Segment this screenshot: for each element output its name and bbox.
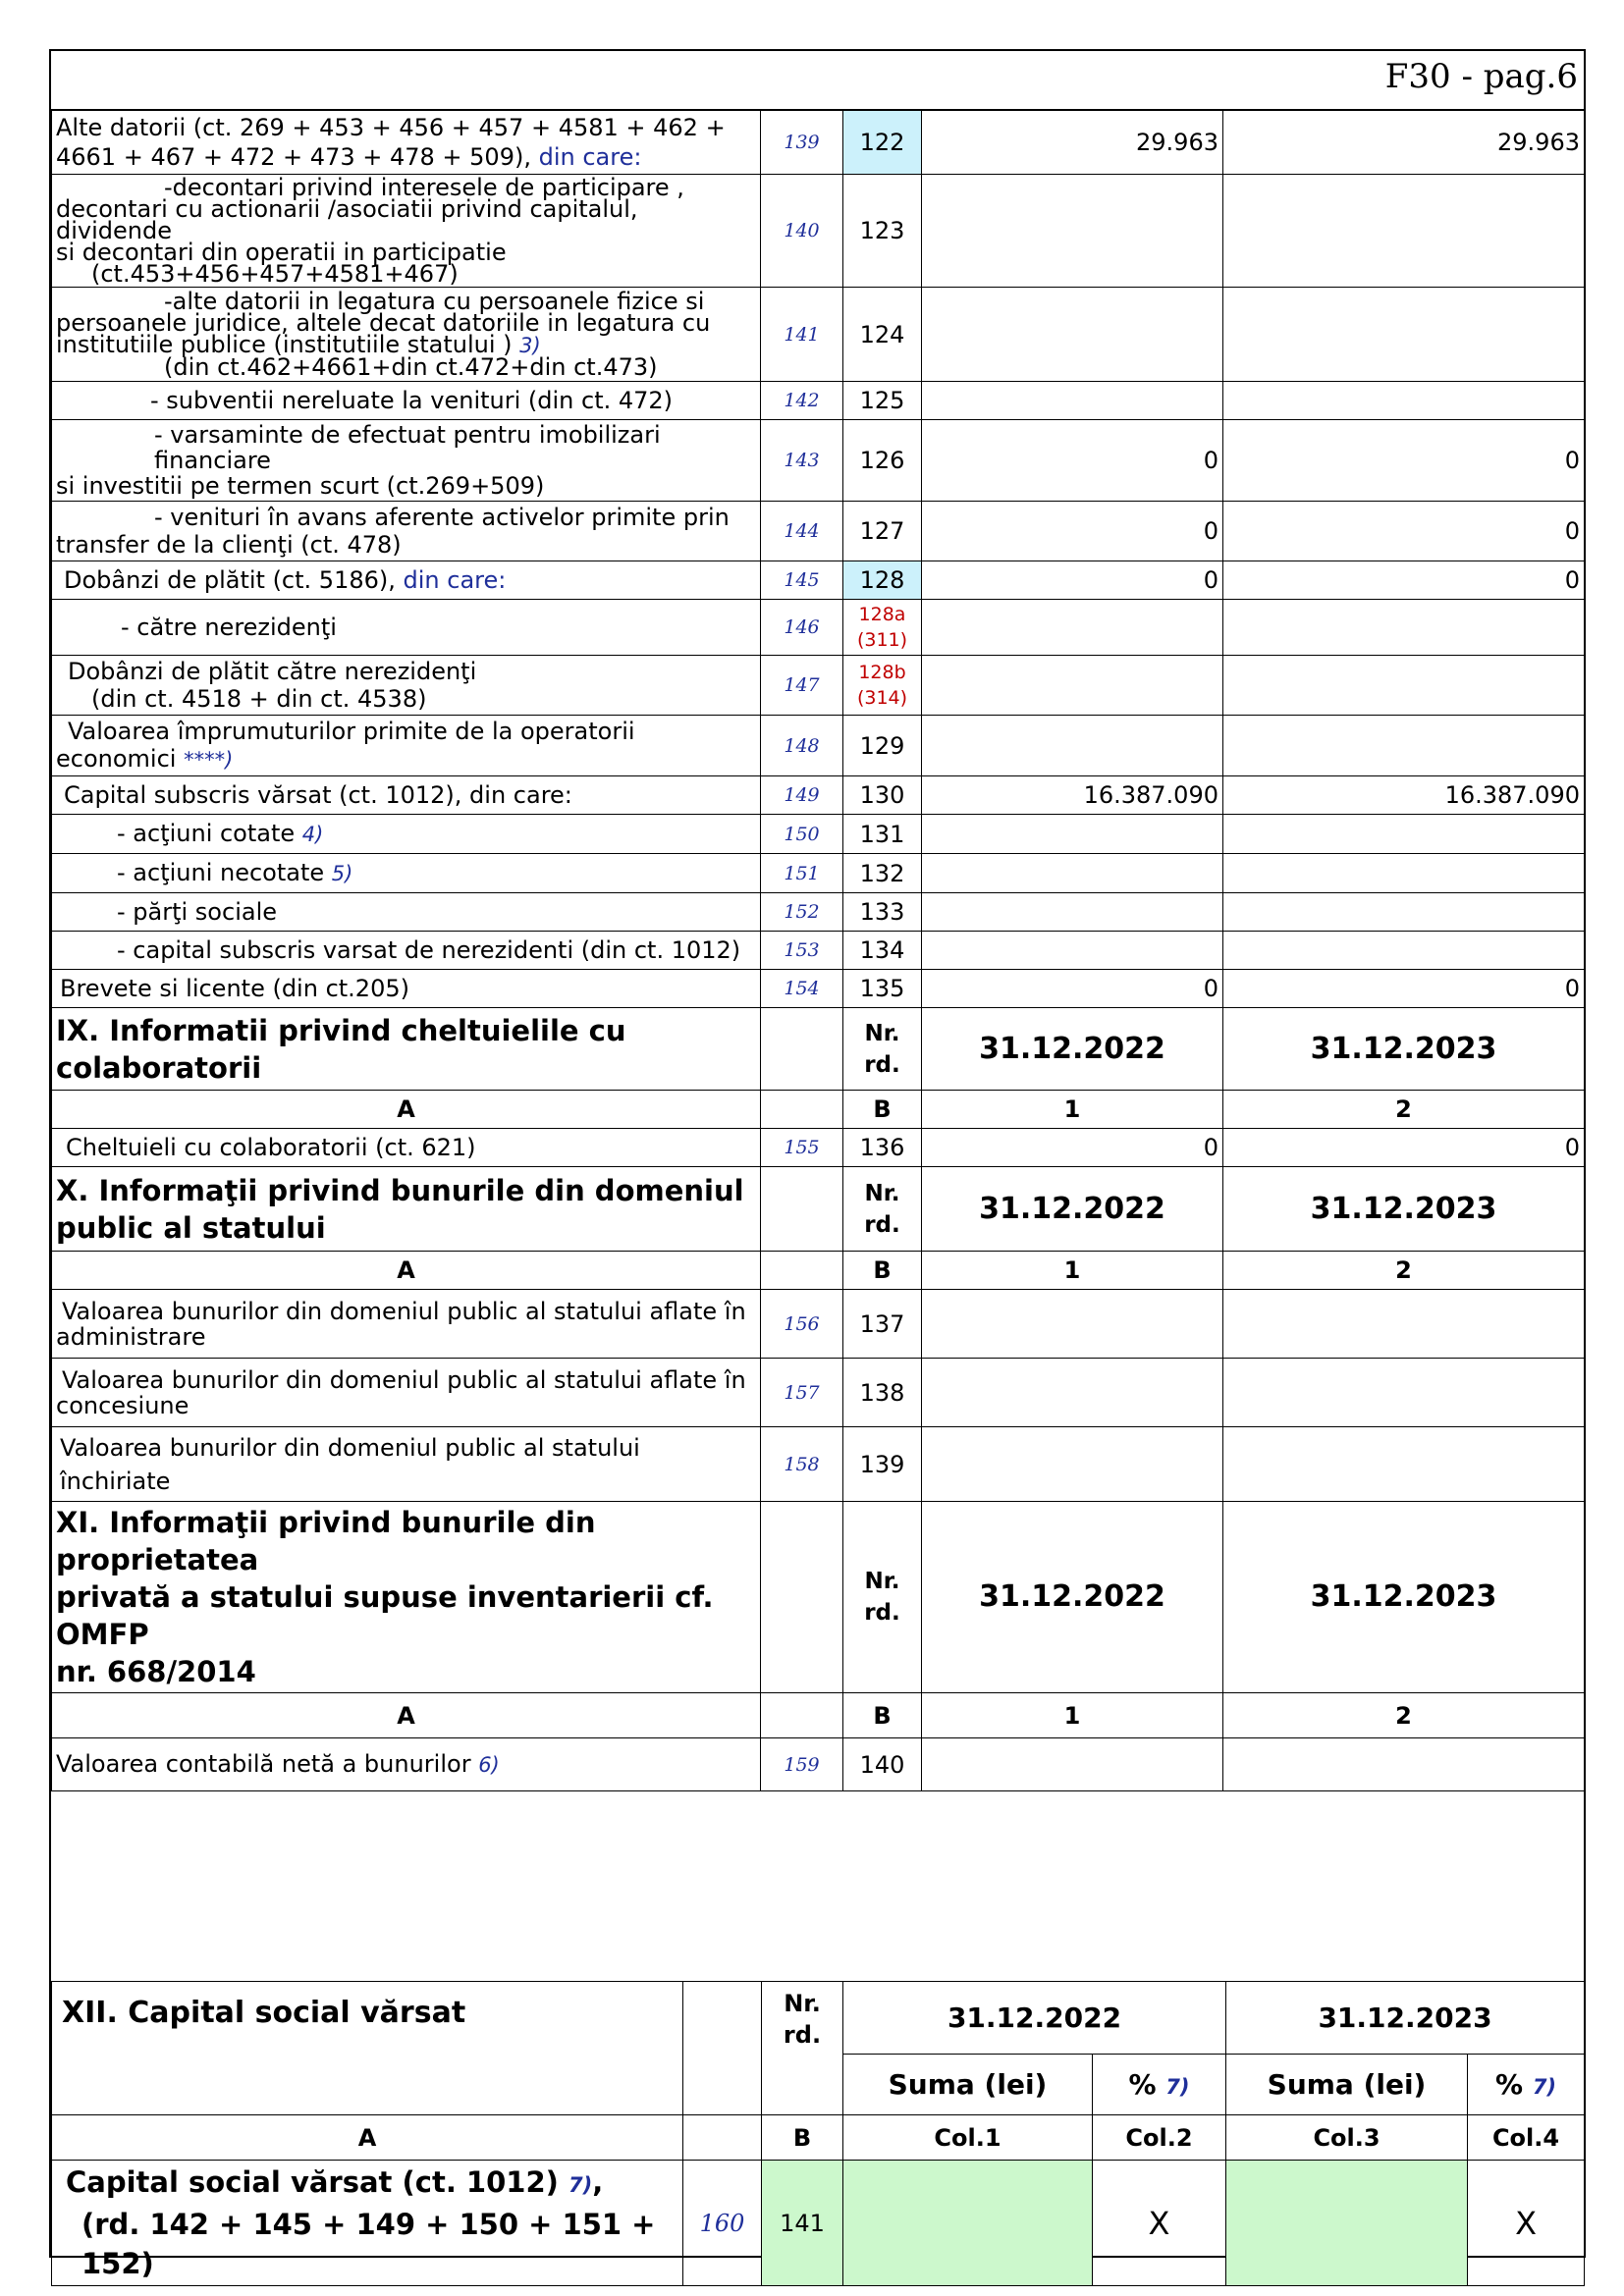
- value-2023[interactable]: [1223, 382, 1585, 420]
- table-row: [52, 932, 1585, 970]
- value-2022[interactable]: 0: [922, 970, 1223, 1008]
- col-letter: 2: [1223, 1091, 1585, 1129]
- row-number: 124: [843, 288, 922, 382]
- value-2023[interactable]: 0: [1223, 1129, 1585, 1167]
- row-number: 134: [843, 932, 922, 970]
- row-label: - capital subscris varsat de nerezidenti (din ct. 1012): [52, 932, 761, 970]
- section-header: [52, 1008, 1585, 1091]
- date-2022-header: 31.12.2022: [922, 1008, 1223, 1091]
- section-title: X. Informaţii privind bunurile din domeniul public al statului: [52, 1167, 761, 1252]
- row-number: 122: [843, 111, 922, 175]
- row-label: - părţi sociale: [52, 893, 761, 932]
- value-2023[interactable]: [1223, 1359, 1585, 1427]
- col-letter: Col.1: [843, 2115, 1093, 2161]
- value-2022[interactable]: [922, 1738, 1223, 1791]
- col-letter: B: [843, 1091, 922, 1129]
- row-number: 141: [762, 2161, 843, 2286]
- row-label: Valoarea bunurilor din domeniul public al statului aflate în administrare: [52, 1290, 761, 1359]
- row-number: 136: [843, 1129, 922, 1167]
- row-number: 135: [843, 970, 922, 1008]
- page-label: F30 - pag.6: [1384, 57, 1578, 96]
- nr-rd-header: Nr. rd.: [843, 1008, 922, 1091]
- main-table: [51, 110, 1585, 1791]
- row-code: 143: [761, 420, 843, 502]
- row-number: 125: [843, 382, 922, 420]
- section-header: [52, 1502, 1585, 1693]
- table-row: [52, 111, 1585, 175]
- nr-rd-header: Nr. rd.: [843, 1502, 922, 1693]
- date-2023-header: 31.12.2023: [1223, 1008, 1585, 1091]
- row-label: Brevete si licente (din ct.205): [52, 970, 761, 1008]
- value-2022[interactable]: 0: [922, 561, 1223, 600]
- date-2022-header: 31.12.2022: [922, 1167, 1223, 1252]
- row-code: 151: [761, 854, 843, 893]
- value-2023[interactable]: [1223, 932, 1585, 970]
- col-letter: B: [762, 2115, 843, 2161]
- value-2022[interactable]: [922, 1359, 1223, 1427]
- value-2023[interactable]: [1223, 1427, 1585, 1502]
- value-2022[interactable]: [922, 288, 1223, 382]
- row-code: 141: [761, 288, 843, 382]
- table-row: [52, 815, 1585, 854]
- section-title: XII. Capital social vărsat: [52, 1982, 683, 2115]
- row-code: 152: [761, 893, 843, 932]
- row-number: 128b (314): [843, 656, 922, 716]
- value-2022[interactable]: [922, 815, 1223, 854]
- date-2023-header: 31.12.2023: [1223, 1167, 1585, 1252]
- row-number: 137: [843, 1290, 922, 1359]
- value-2023[interactable]: [1223, 854, 1585, 893]
- section-title: IX. Informatii privind cheltuielile cu colaboratorii: [52, 1008, 761, 1091]
- page-header: [51, 51, 1584, 110]
- value-2022[interactable]: 0: [922, 502, 1223, 561]
- row-code: 144: [761, 502, 843, 561]
- row-number: 128a (311): [843, 600, 922, 656]
- col-letter: 2: [1223, 1693, 1585, 1738]
- table-row: [52, 1359, 1585, 1427]
- col-letter: A: [52, 1693, 761, 1738]
- row-code: 147: [761, 656, 843, 716]
- empty-cell: [761, 1252, 843, 1290]
- row-label: - către nerezidenţi: [52, 600, 761, 656]
- row-label: - acţiuni necotate 5): [52, 854, 761, 893]
- value-2022[interactable]: [922, 932, 1223, 970]
- table-row: [52, 288, 1585, 382]
- table-row: [52, 1427, 1585, 1502]
- value-2022[interactable]: 0: [922, 1129, 1223, 1167]
- value-2022[interactable]: [922, 382, 1223, 420]
- col-letter: Col.4: [1468, 2115, 1585, 2161]
- row-code: 146: [761, 600, 843, 656]
- empty-cell: [761, 1091, 843, 1129]
- row-number: 140: [843, 1738, 922, 1791]
- value-2022[interactable]: [922, 854, 1223, 893]
- value-2023[interactable]: [1223, 656, 1585, 716]
- column-letters-row: [52, 1252, 1585, 1290]
- column-letters-row: [52, 1091, 1585, 1129]
- table-row: [52, 600, 1585, 656]
- date-2023-header: 31.12.2023: [1223, 1502, 1585, 1693]
- col-letter: 1: [922, 1252, 1223, 1290]
- row-label: Valoarea bunurilor din domeniul public al statului aflate în concesiune: [52, 1359, 761, 1427]
- table-row: [52, 893, 1585, 932]
- value-2022[interactable]: [922, 1427, 1223, 1502]
- table-row: [52, 970, 1585, 1008]
- table-row: [52, 656, 1585, 716]
- row-label: - varsaminte de efectuat pentru imobilizari financiare si investitii pe termen scurt (ct.269+509): [52, 420, 761, 502]
- row-label: -decontari privind interesele de participare , decontari cu actionarii /asociatii privind capitalul, dividende si decontari din operatii in participatie (ct.453+456+457+4581+467): [52, 175, 761, 288]
- value-col3[interactable]: [1226, 2161, 1468, 2286]
- row-label: - acţiuni cotate 4): [52, 815, 761, 854]
- row-code: 160: [683, 2161, 762, 2286]
- nr-rd-header: Nr. rd.: [762, 1982, 843, 2115]
- row-label: Valoarea împrumuturilor primite de la operatorii economici ****): [52, 716, 761, 776]
- value-2022[interactable]: 0: [922, 420, 1223, 502]
- value-2023[interactable]: 0: [1223, 420, 1585, 502]
- pct-header: % 7): [1468, 2055, 1585, 2115]
- row-code: 149: [761, 776, 843, 815]
- row-number: 130: [843, 776, 922, 815]
- date-2022-header: 31.12.2022: [843, 1982, 1226, 2055]
- suma-header: Suma (lei): [1226, 2055, 1468, 2115]
- value-2023[interactable]: [1223, 288, 1585, 382]
- capital-table: [51, 1981, 1585, 2286]
- table-row: [52, 382, 1585, 420]
- value-2023[interactable]: 29.963: [1223, 111, 1585, 175]
- table-row: [52, 1290, 1585, 1359]
- value-2023[interactable]: [1223, 1290, 1585, 1359]
- value-2022[interactable]: [922, 716, 1223, 776]
- row-label: Dobânzi de plătit (ct. 5186), din care:: [52, 561, 761, 600]
- row-code: 140: [761, 175, 843, 288]
- value-2023[interactable]: 16.387.090: [1223, 776, 1585, 815]
- table-row: [52, 561, 1585, 600]
- column-letters-row: [52, 2115, 1585, 2161]
- value-2022[interactable]: 16.387.090: [922, 776, 1223, 815]
- column-letters-row: [52, 1693, 1585, 1738]
- value-2022[interactable]: [922, 893, 1223, 932]
- col-letter: B: [843, 1693, 922, 1738]
- value-col2: X: [1093, 2161, 1226, 2286]
- row-number: 128: [843, 561, 922, 600]
- row-code: 148: [761, 716, 843, 776]
- col-letter: Col.2: [1093, 2115, 1226, 2161]
- table-row: [52, 1129, 1585, 1167]
- row-label: -alte datorii in legatura cu persoanele fizice si persoanele juridice, altele decat datoriile in legatura cu institutiile publice (institutiile statului ) 3) (din ct.462+4661+din ct.472+din ct.473): [52, 288, 761, 382]
- table-row: [52, 716, 1585, 776]
- value-2022[interactable]: 29.963: [922, 111, 1223, 175]
- row-label: Valoarea bunurilor din domeniul public al statului închiriate: [52, 1427, 761, 1502]
- value-2023[interactable]: [1223, 893, 1585, 932]
- col-letter: 1: [922, 1693, 1223, 1738]
- empty-cell: [761, 1008, 843, 1091]
- date-2022-header: 31.12.2022: [922, 1502, 1223, 1693]
- value-2022[interactable]: [922, 1290, 1223, 1359]
- row-label: - venituri în avans aferente activelor primite prin transfer de la clienţi (ct. 478): [52, 502, 761, 561]
- row-number: 123: [843, 175, 922, 288]
- row-label: Cheltuieli cu colaboratorii (ct. 621): [52, 1129, 761, 1167]
- col-letter: Col.3: [1226, 2115, 1468, 2161]
- row-code: 153: [761, 932, 843, 970]
- row-code: 155: [761, 1129, 843, 1167]
- empty-cell: [761, 1693, 843, 1738]
- row-number: 138: [843, 1359, 922, 1427]
- value-2023[interactable]: [1223, 600, 1585, 656]
- section-header: [52, 1167, 1585, 1252]
- row-code: 157: [761, 1359, 843, 1427]
- col-letter: A: [52, 2115, 683, 2161]
- row-label: Dobânzi de plătit către nerezidenţi (din ct. 4518 + din ct. 4538): [52, 656, 761, 716]
- row-number: 129: [843, 716, 922, 776]
- pct-header: % 7): [1093, 2055, 1226, 2115]
- col-letter: A: [52, 1091, 761, 1129]
- value-2023[interactable]: [1223, 716, 1585, 776]
- row-label: Valoarea contabilă netă a bunurilor 6): [52, 1738, 761, 1791]
- form-page: [49, 49, 1586, 2280]
- value-2023[interactable]: 0: [1223, 502, 1585, 561]
- row-code: 158: [761, 1427, 843, 1502]
- row-number: 139: [843, 1427, 922, 1502]
- value-2023[interactable]: 0: [1223, 970, 1585, 1008]
- table-row: [52, 776, 1585, 815]
- row-code: 142: [761, 382, 843, 420]
- empty-cell: [761, 1502, 843, 1693]
- table-row: [52, 854, 1585, 893]
- section-title: XI. Informaţii privind bunurile din proprietatea privată a statului supuse inventarierii cf. OMFP nr. 668/2014: [52, 1502, 761, 1693]
- row-code: 145: [761, 561, 843, 600]
- value-2023[interactable]: [1223, 815, 1585, 854]
- table-row: [52, 1738, 1585, 1791]
- value-2023[interactable]: [1223, 175, 1585, 288]
- table-row: [52, 502, 1585, 561]
- row-number: 127: [843, 502, 922, 561]
- empty-cell: [761, 1167, 843, 1252]
- value-2023[interactable]: 0: [1223, 561, 1585, 600]
- empty-cell: [683, 1982, 762, 2115]
- date-2023-header: 31.12.2023: [1226, 1982, 1585, 2055]
- empty-cell: [683, 2115, 762, 2161]
- col-letter: 2: [1223, 1252, 1585, 1290]
- col-letter: A: [52, 1252, 761, 1290]
- row-code: 159: [761, 1738, 843, 1791]
- value-2022[interactable]: [922, 175, 1223, 288]
- row-code: 150: [761, 815, 843, 854]
- row-code: 139: [761, 111, 843, 175]
- row-number: 133: [843, 893, 922, 932]
- row-number: 126: [843, 420, 922, 502]
- table-row: [52, 2161, 1585, 2286]
- table-row: [52, 175, 1585, 288]
- row-label: Capital subscris vărsat (ct. 1012), din care:: [52, 776, 761, 815]
- row-label: - subventii nereluate la venituri (din ct. 472): [52, 382, 761, 420]
- row-number: 132: [843, 854, 922, 893]
- row-code: 156: [761, 1290, 843, 1359]
- row-label: Capital social vărsat (ct. 1012) 7), (rd. 142 + 145 + 149 + 150 + 151 + 152): [52, 2161, 683, 2286]
- value-col1[interactable]: [843, 2161, 1093, 2286]
- nr-rd-header: Nr. rd.: [843, 1167, 922, 1252]
- table-row: [52, 420, 1585, 502]
- section-header: [52, 1982, 1585, 2055]
- row-number: 131: [843, 815, 922, 854]
- value-2023[interactable]: [1223, 1738, 1585, 1791]
- col-letter: B: [843, 1252, 922, 1290]
- row-label: Alte datorii (ct. 269 + 453 + 456 + 457 + 4581 + 462 + 4661 + 467 + 472 + 473 + 478 + 509), din care:: [52, 111, 761, 175]
- col-letter: 1: [922, 1091, 1223, 1129]
- value-col4: X: [1468, 2161, 1585, 2286]
- row-code: 154: [761, 970, 843, 1008]
- value-2022[interactable]: [922, 600, 1223, 656]
- value-2022[interactable]: [922, 656, 1223, 716]
- suma-header: Suma (lei): [843, 2055, 1093, 2115]
